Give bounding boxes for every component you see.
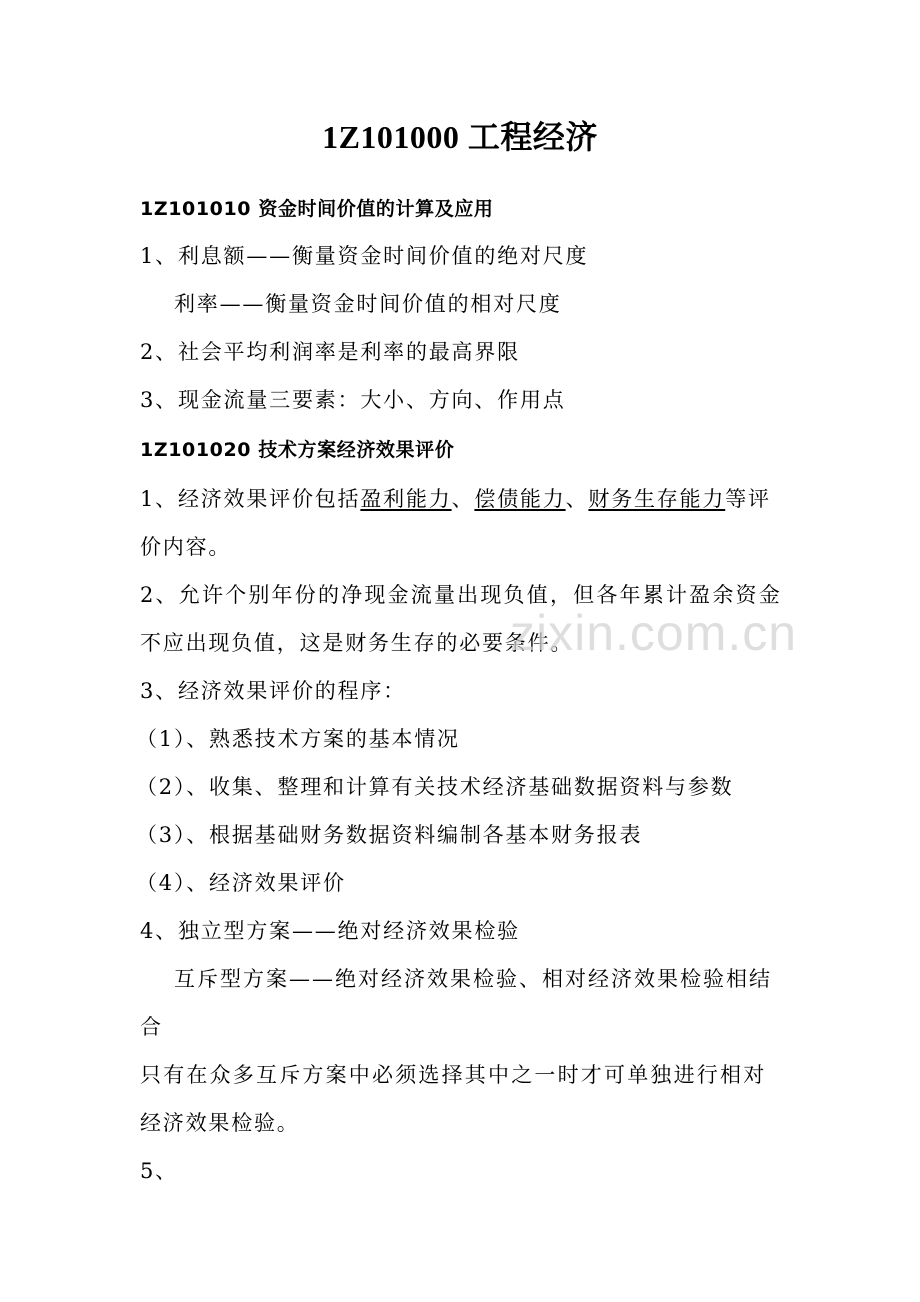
paragraph-relative-test-note: 只有在众多互斥方案中必须选择其中之一时才可单独进行相对 <box>140 1063 767 1087</box>
paragraph-evaluation-content-continued: 价内容。 <box>140 535 232 559</box>
separator: 、 <box>451 487 475 511</box>
procedure-step-2: （2）、收集、整理和计算有关技术经济基础数据资料与参数 <box>136 775 734 799</box>
paragraph-evaluation-content <box>140 484 771 514</box>
watermark: zixin.com.cn <box>510 605 798 661</box>
underlined-term-financial-survival: 财务生存能力 <box>588 487 726 511</box>
separator: 、 <box>565 487 589 511</box>
paragraph-cash-flow-elements: 3、现金流量三要素：大小、方向、作用点 <box>140 388 566 412</box>
paragraph-interest-amount: 1、利息额——衡量资金时间价值的绝对尺度 <box>140 244 589 268</box>
paragraph-relative-test-note-continued: 经济效果检验。 <box>140 1111 300 1135</box>
paragraph-negative-cash-flow-continued: 不应出现负值，这是财务生存的必要条件。 <box>140 631 574 655</box>
paragraph-independent-scheme: 4、独立型方案——绝对经济效果检验 <box>140 919 520 943</box>
evaluation-content-prefix: 1、经济效果评价包括 <box>140 487 361 511</box>
paragraph-negative-cash-flow: 2、允许个别年份的净现金流量出现负值，但各年累计盈余资金 <box>140 583 782 607</box>
procedure-step-3: （3）、根据基础财务数据资料编制各基本财务报表 <box>136 823 643 847</box>
underlined-term-solvency: 偿债能力 <box>474 487 566 511</box>
underlined-term-profitability: 盈利能力 <box>360 487 452 511</box>
document-title: 1Z101000 工程经济 <box>322 119 598 155</box>
section-heading-1z101020: 1Z101020 技术方案经济效果评价 <box>140 439 455 461</box>
paragraph-item-5: 5、 <box>140 1159 178 1183</box>
paragraph-evaluation-procedure: 3、经济效果评价的程序： <box>140 679 406 703</box>
paragraph-profit-rate-limit: 2、社会平均利润率是利率的最高界限 <box>140 340 520 364</box>
procedure-step-4: （4）、经济效果评价 <box>136 871 346 895</box>
paragraph-interest-rate: 利率——衡量资金时间价值的相对尺度 <box>174 292 562 316</box>
paragraph-mutually-exclusive-scheme: 互斥型方案——绝对经济效果检验、相对经济效果检验相结 <box>174 967 772 991</box>
evaluation-content-suffix: 等评 <box>725 487 771 511</box>
paragraph-mutually-exclusive-scheme-continued: 合 <box>140 1015 163 1039</box>
section-heading-1z101010: 1Z101010 资金时间价值的计算及应用 <box>140 198 494 220</box>
procedure-step-1: （1）、熟悉技术方案的基本情况 <box>136 727 460 751</box>
